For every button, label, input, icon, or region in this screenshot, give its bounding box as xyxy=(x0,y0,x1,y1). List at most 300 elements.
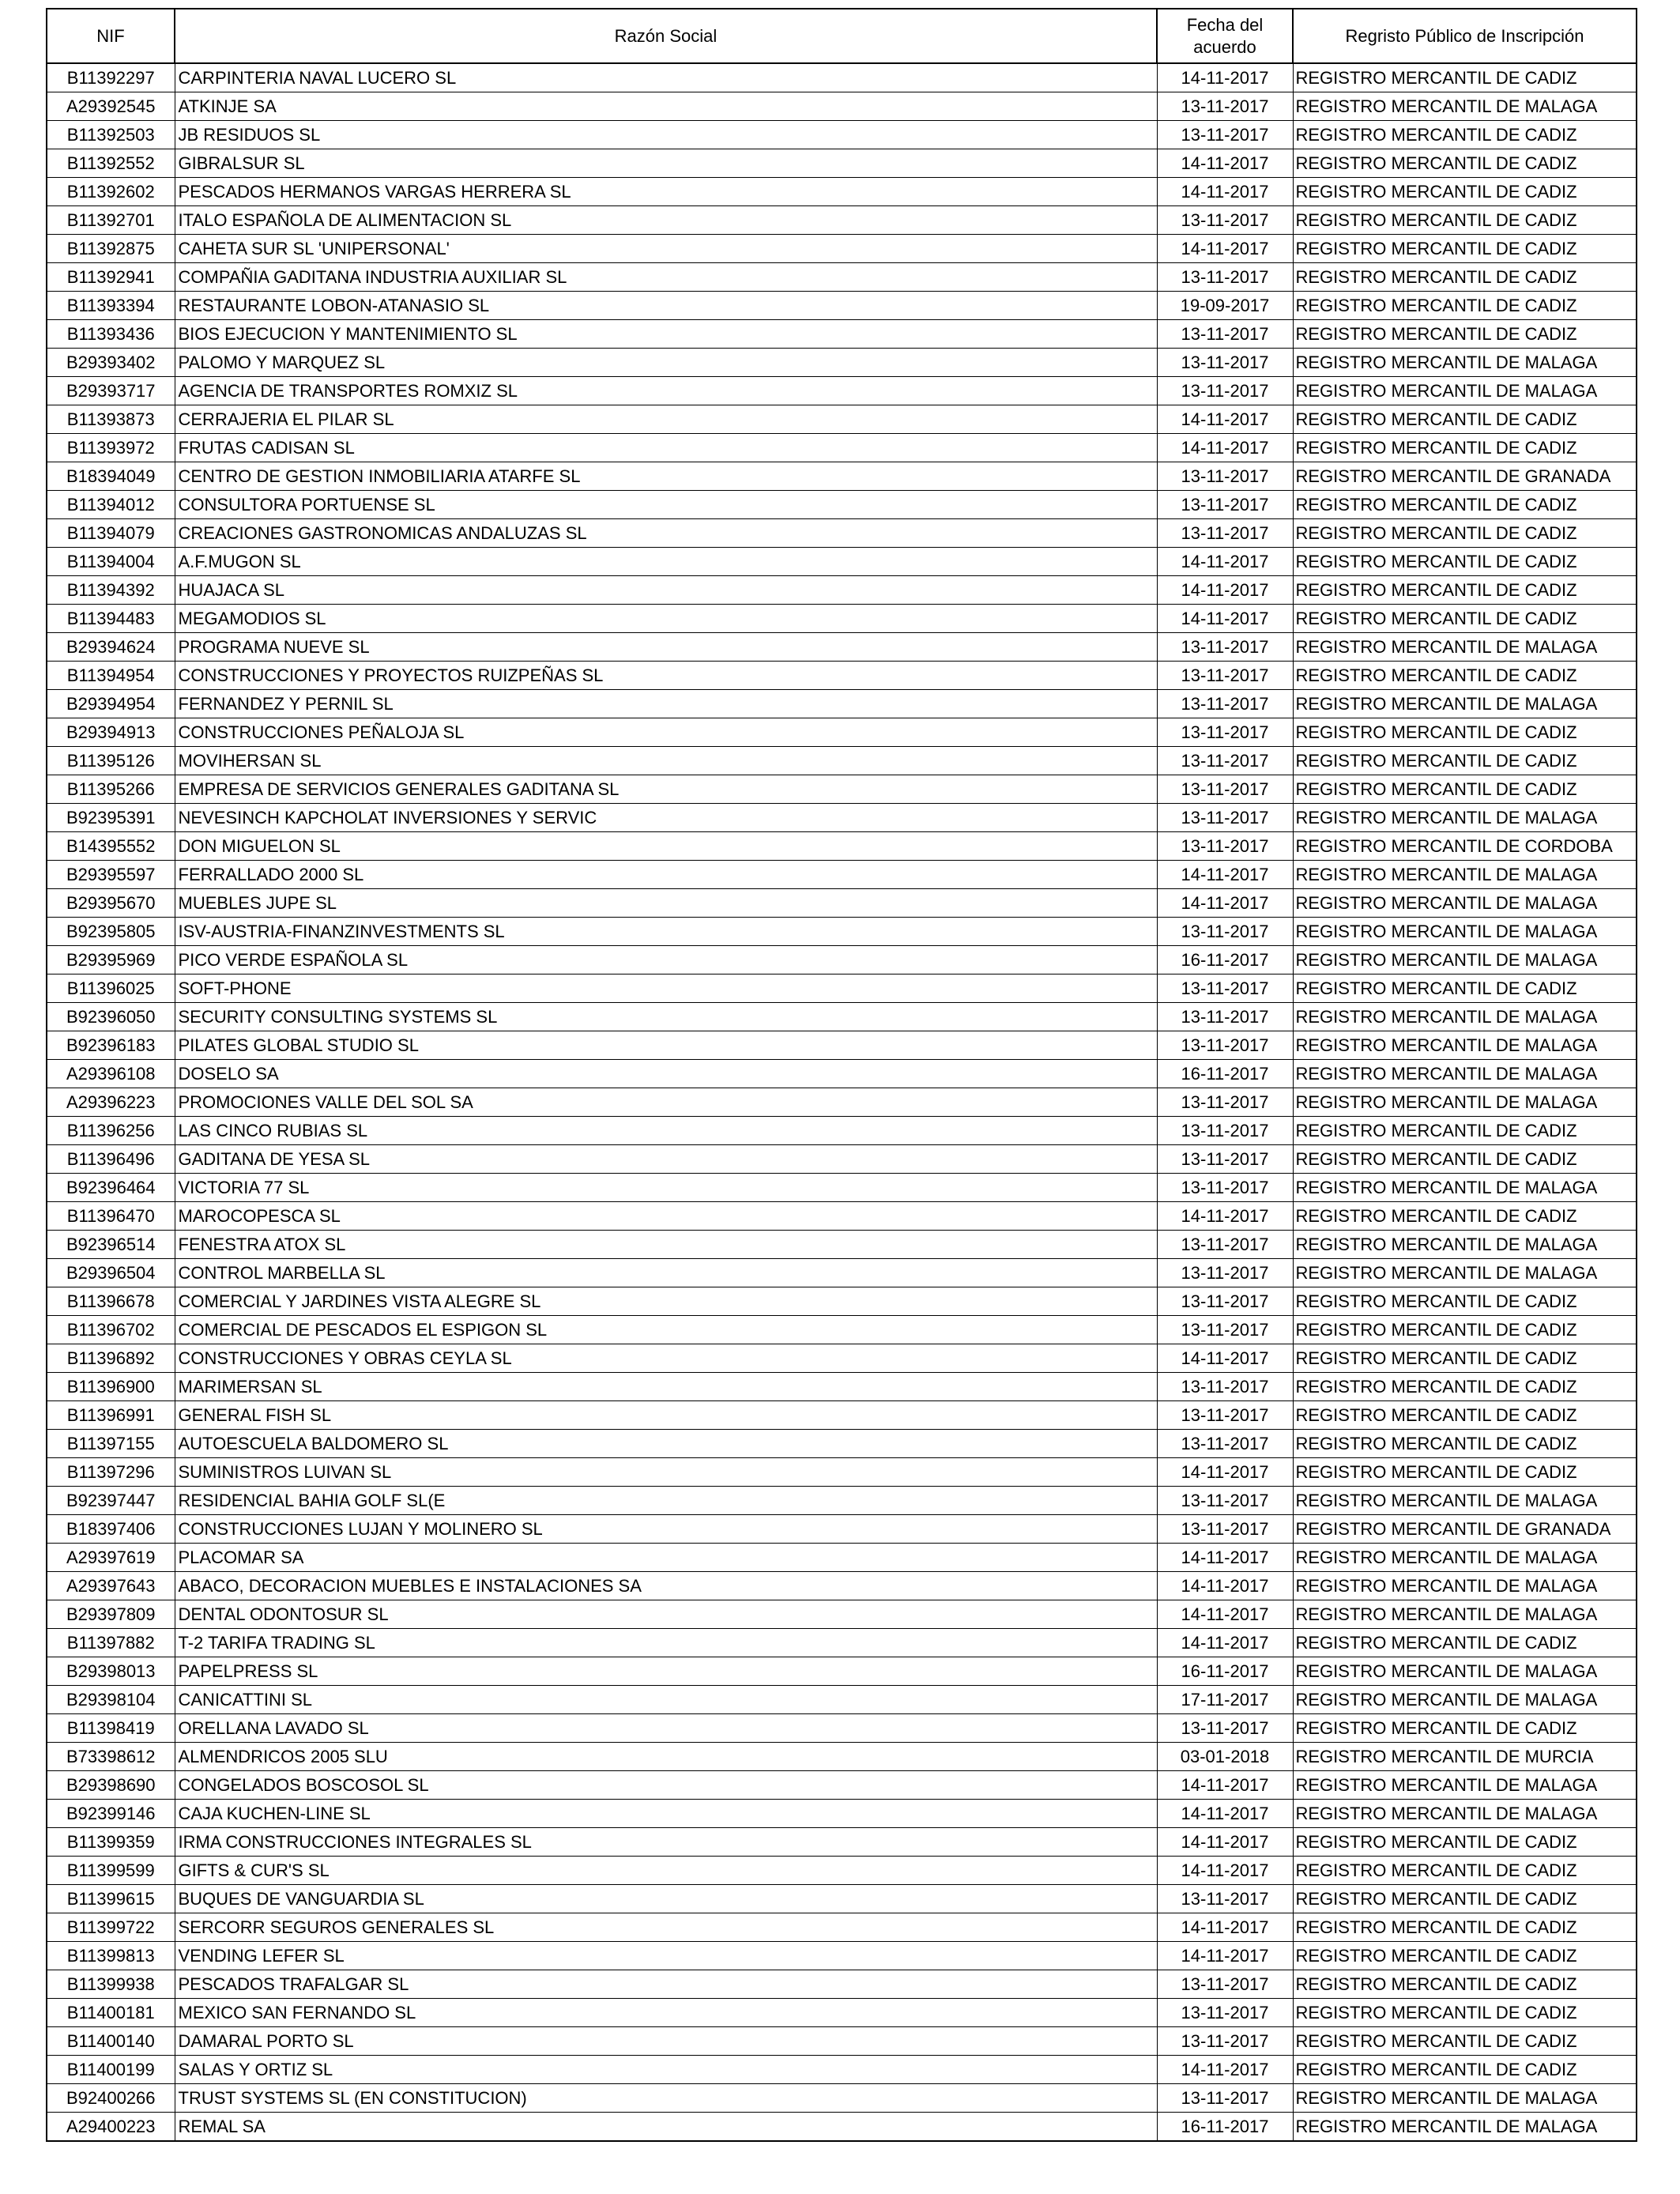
cell-fecha: 13-11-2017 xyxy=(1157,1373,1293,1401)
cell-razon-social: DENTAL ODONTOSUR SL xyxy=(175,1600,1157,1629)
cell-registro: REGISTRO MERCANTIL DE CADIZ xyxy=(1293,1373,1637,1401)
table-row xyxy=(47,206,1637,235)
cell-fecha: 14-11-2017 xyxy=(1157,1857,1293,1885)
table-row xyxy=(47,377,1637,405)
cell-fecha: 13-11-2017 xyxy=(1157,2084,1293,2113)
cell-registro: REGISTRO MERCANTIL DE CADIZ xyxy=(1293,121,1637,149)
cell-razon-social: SOFT-PHONE xyxy=(175,974,1157,1003)
cell-fecha: 16-11-2017 xyxy=(1157,1657,1293,1686)
cell-nif: B29395670 xyxy=(47,889,175,918)
cell-nif: B11396470 xyxy=(47,1202,175,1231)
cell-registro: REGISTRO MERCANTIL DE CADIZ xyxy=(1293,2056,1637,2084)
cell-fecha: 14-11-2017 xyxy=(1157,1572,1293,1600)
table-row xyxy=(47,178,1637,206)
cell-registro: REGISTRO MERCANTIL DE CADIZ xyxy=(1293,405,1637,434)
cell-nif: B11395266 xyxy=(47,775,175,804)
cell-razon-social: PROMOCIONES VALLE DEL SOL SA xyxy=(175,1088,1157,1117)
cell-registro: REGISTRO MERCANTIL DE CADIZ xyxy=(1293,1344,1637,1373)
cell-fecha: 13-11-2017 xyxy=(1157,1117,1293,1145)
table-row xyxy=(47,1743,1637,1771)
cell-fecha: 13-11-2017 xyxy=(1157,2027,1293,2056)
table-row xyxy=(47,1515,1637,1544)
cell-razon-social: PAPELPRESS SL xyxy=(175,1657,1157,1686)
cell-registro: REGISTRO MERCANTIL DE MURCIA xyxy=(1293,1743,1637,1771)
cell-fecha: 13-11-2017 xyxy=(1157,1287,1293,1316)
cell-razon-social: MEGAMODIOS SL xyxy=(175,605,1157,633)
cell-fecha: 13-11-2017 xyxy=(1157,1088,1293,1117)
cell-razon-social: CANICATTINI SL xyxy=(175,1686,1157,1714)
table-row xyxy=(47,889,1637,918)
table-row xyxy=(47,63,1637,92)
cell-razon-social: PILATES GLOBAL STUDIO SL xyxy=(175,1031,1157,1060)
cell-nif: B11392552 xyxy=(47,149,175,178)
table-row xyxy=(47,804,1637,832)
cell-razon-social: ISV-AUSTRIA-FINANZINVESTMENTS SL xyxy=(175,918,1157,946)
table-row xyxy=(47,2056,1637,2084)
cell-registro: REGISTRO MERCANTIL DE CADIZ xyxy=(1293,718,1637,747)
cell-razon-social: BIOS EJECUCION Y MANTENIMIENTO SL xyxy=(175,320,1157,349)
cell-razon-social: PLACOMAR SA xyxy=(175,1544,1157,1572)
cell-fecha: 13-11-2017 xyxy=(1157,462,1293,491)
cell-registro: REGISTRO MERCANTIL DE CADIZ xyxy=(1293,320,1637,349)
table-row xyxy=(47,974,1637,1003)
cell-razon-social: FERNANDEZ Y PERNIL SL xyxy=(175,690,1157,718)
cell-razon-social: CONSTRUCCIONES LUJAN Y MOLINERO SL xyxy=(175,1515,1157,1544)
table-row xyxy=(47,1487,1637,1515)
table-body xyxy=(47,63,1637,2141)
cell-nif: B29393717 xyxy=(47,377,175,405)
cell-fecha: 14-11-2017 xyxy=(1157,1344,1293,1373)
cell-fecha: 13-11-2017 xyxy=(1157,320,1293,349)
cell-fecha: 13-11-2017 xyxy=(1157,1885,1293,1913)
header-nif: NIF xyxy=(47,9,175,63)
cell-nif: B29394954 xyxy=(47,690,175,718)
cell-razon-social: AGENCIA DE TRANSPORTES ROMXIZ SL xyxy=(175,377,1157,405)
cell-registro: REGISTRO MERCANTIL DE CADIZ xyxy=(1293,292,1637,320)
cell-razon-social: NEVESINCH KAPCHOLAT INVERSIONES Y SERVIC xyxy=(175,804,1157,832)
cell-razon-social: PESCADOS HERMANOS VARGAS HERRERA SL xyxy=(175,178,1157,206)
cell-nif: B11396025 xyxy=(47,974,175,1003)
cell-registro: REGISTRO MERCANTIL DE CADIZ xyxy=(1293,775,1637,804)
cell-razon-social: CONSTRUCCIONES Y OBRAS CEYLA SL xyxy=(175,1344,1157,1373)
cell-razon-social: GIBRALSUR SL xyxy=(175,149,1157,178)
cell-registro: REGISTRO MERCANTIL DE CADIZ xyxy=(1293,1970,1637,1999)
registry-document xyxy=(46,8,1636,2142)
header-fecha-acuerdo xyxy=(1157,9,1293,63)
cell-nif: B29395969 xyxy=(47,946,175,974)
cell-registro: REGISTRO MERCANTIL DE CADIZ xyxy=(1293,434,1637,462)
cell-registro: REGISTRO MERCANTIL DE GRANADA xyxy=(1293,1515,1637,1544)
cell-razon-social: FRUTAS CADISAN SL xyxy=(175,434,1157,462)
cell-registro: REGISTRO MERCANTIL DE CADIZ xyxy=(1293,1942,1637,1970)
cell-nif: B11392701 xyxy=(47,206,175,235)
cell-registro: REGISTRO MERCANTIL DE MALAGA xyxy=(1293,1174,1637,1202)
cell-razon-social: SECURITY CONSULTING SYSTEMS SL xyxy=(175,1003,1157,1031)
cell-fecha: 13-11-2017 xyxy=(1157,1714,1293,1743)
cell-nif: B92399146 xyxy=(47,1800,175,1828)
cell-fecha: 14-11-2017 xyxy=(1157,861,1293,889)
cell-registro: REGISTRO MERCANTIL DE MALAGA xyxy=(1293,377,1637,405)
cell-fecha: 13-11-2017 xyxy=(1157,1430,1293,1458)
table-row xyxy=(47,1344,1637,1373)
cell-razon-social: CERRAJERIA EL PILAR SL xyxy=(175,405,1157,434)
cell-fecha: 13-11-2017 xyxy=(1157,1174,1293,1202)
table-row xyxy=(47,1373,1637,1401)
cell-nif: B11392297 xyxy=(47,63,175,92)
table-row xyxy=(47,662,1637,690)
cell-razon-social: RESIDENCIAL BAHIA GOLF SL(E xyxy=(175,1487,1157,1515)
cell-fecha: 13-11-2017 xyxy=(1157,1401,1293,1430)
cell-fecha: 13-11-2017 xyxy=(1157,775,1293,804)
cell-razon-social: A.F.MUGON SL xyxy=(175,548,1157,576)
cell-fecha: 13-11-2017 xyxy=(1157,491,1293,519)
cell-nif: B11393972 xyxy=(47,434,175,462)
cell-razon-social: CONTROL MARBELLA SL xyxy=(175,1259,1157,1287)
cell-nif: B11393873 xyxy=(47,405,175,434)
cell-razon-social: VENDING LEFER SL xyxy=(175,1942,1157,1970)
cell-fecha: 17-11-2017 xyxy=(1157,1686,1293,1714)
table-row xyxy=(47,1942,1637,1970)
cell-nif: B29398690 xyxy=(47,1771,175,1800)
cell-registro: REGISTRO MERCANTIL DE MALAGA xyxy=(1293,889,1637,918)
table-row xyxy=(47,1430,1637,1458)
cell-registro: REGISTRO MERCANTIL DE MALAGA xyxy=(1293,861,1637,889)
cell-fecha: 14-11-2017 xyxy=(1157,434,1293,462)
header-fecha-line1: Fecha del xyxy=(1186,14,1264,35)
cell-registro: REGISTRO MERCANTIL DE CADIZ xyxy=(1293,662,1637,690)
cell-razon-social: FENESTRA ATOX SL xyxy=(175,1231,1157,1259)
cell-razon-social: MUEBLES JUPE SL xyxy=(175,889,1157,918)
table-row xyxy=(47,1629,1637,1657)
cell-razon-social: LAS CINCO RUBIAS SL xyxy=(175,1117,1157,1145)
cell-nif: B29396504 xyxy=(47,1259,175,1287)
table-row xyxy=(47,434,1637,462)
cell-fecha: 13-11-2017 xyxy=(1157,377,1293,405)
cell-razon-social: MEXICO SAN FERNANDO SL xyxy=(175,1999,1157,2027)
cell-fecha: 13-11-2017 xyxy=(1157,206,1293,235)
cell-registro: REGISTRO MERCANTIL DE CADIZ xyxy=(1293,1913,1637,1942)
cell-razon-social: EMPRESA DE SERVICIOS GENERALES GADITANA SL xyxy=(175,775,1157,804)
cell-fecha: 13-11-2017 xyxy=(1157,718,1293,747)
cell-fecha: 14-11-2017 xyxy=(1157,63,1293,92)
cell-razon-social: DON MIGUELON SL xyxy=(175,832,1157,861)
cell-registro: REGISTRO MERCANTIL DE MALAGA xyxy=(1293,1544,1637,1572)
cell-fecha: 13-11-2017 xyxy=(1157,1487,1293,1515)
cell-razon-social: CONSTRUCCIONES Y PROYECTOS RUIZPEÑAS SL xyxy=(175,662,1157,690)
cell-nif: B11393436 xyxy=(47,320,175,349)
cell-nif: B92397447 xyxy=(47,1487,175,1515)
cell-nif: B11394012 xyxy=(47,491,175,519)
cell-fecha: 14-11-2017 xyxy=(1157,576,1293,605)
cell-registro: REGISTRO MERCANTIL DE CADIZ xyxy=(1293,1316,1637,1344)
cell-fecha: 13-11-2017 xyxy=(1157,974,1293,1003)
cell-nif: B92396514 xyxy=(47,1231,175,1259)
cell-razon-social: TRUST SYSTEMS SL (EN CONSTITUCION) xyxy=(175,2084,1157,2113)
cell-registro: REGISTRO MERCANTIL DE CADIZ xyxy=(1293,974,1637,1003)
cell-razon-social: SALAS Y ORTIZ SL xyxy=(175,2056,1157,2084)
cell-registro: REGISTRO MERCANTIL DE MALAGA xyxy=(1293,1231,1637,1259)
cell-registro: REGISTRO MERCANTIL DE CADIZ xyxy=(1293,263,1637,292)
table-row xyxy=(47,1999,1637,2027)
cell-fecha: 14-11-2017 xyxy=(1157,178,1293,206)
cell-razon-social: PICO VERDE ESPAÑOLA SL xyxy=(175,946,1157,974)
cell-razon-social: JB RESIDUOS SL xyxy=(175,121,1157,149)
cell-fecha: 14-11-2017 xyxy=(1157,1458,1293,1487)
cell-fecha: 14-11-2017 xyxy=(1157,1913,1293,1942)
cell-nif: B11399722 xyxy=(47,1913,175,1942)
table-row xyxy=(47,718,1637,747)
cell-razon-social: DOSELO SA xyxy=(175,1060,1157,1088)
cell-fecha: 13-11-2017 xyxy=(1157,1031,1293,1060)
cell-razon-social: CONSULTORA PORTUENSE SL xyxy=(175,491,1157,519)
cell-registro: REGISTRO MERCANTIL DE CADIZ xyxy=(1293,2027,1637,2056)
cell-razon-social: CENTRO DE GESTION INMOBILIARIA ATARFE SL xyxy=(175,462,1157,491)
cell-razon-social: FERRALLADO 2000 SL xyxy=(175,861,1157,889)
cell-registro: REGISTRO MERCANTIL DE CADIZ xyxy=(1293,1117,1637,1145)
cell-registro: REGISTRO MERCANTIL DE CADIZ xyxy=(1293,576,1637,605)
cell-registro: REGISTRO MERCANTIL DE CADIZ xyxy=(1293,63,1637,92)
header-registro: Regristo Público de Inscripción xyxy=(1293,9,1637,63)
table-row xyxy=(47,1800,1637,1828)
cell-nif: B11398419 xyxy=(47,1714,175,1743)
cell-nif: B92395391 xyxy=(47,804,175,832)
cell-fecha: 13-11-2017 xyxy=(1157,263,1293,292)
cell-registro: REGISTRO MERCANTIL DE MALAGA xyxy=(1293,1060,1637,1088)
cell-fecha: 13-11-2017 xyxy=(1157,832,1293,861)
header-row xyxy=(47,9,1637,63)
cell-registro: REGISTRO MERCANTIL DE MALAGA xyxy=(1293,1686,1637,1714)
table-row xyxy=(47,349,1637,377)
table-row xyxy=(47,605,1637,633)
cell-fecha: 16-11-2017 xyxy=(1157,2113,1293,2142)
cell-razon-social: PALOMO Y MARQUEZ SL xyxy=(175,349,1157,377)
cell-registro: REGISTRO MERCANTIL DE CADIZ xyxy=(1293,1145,1637,1174)
cell-razon-social: DAMARAL PORTO SL xyxy=(175,2027,1157,2056)
cell-registro: REGISTRO MERCANTIL DE CADIZ xyxy=(1293,519,1637,548)
table-row xyxy=(47,1287,1637,1316)
cell-nif: B92396050 xyxy=(47,1003,175,1031)
cell-nif: B11397155 xyxy=(47,1430,175,1458)
cell-razon-social: ATKINJE SA xyxy=(175,92,1157,121)
table-row xyxy=(47,1401,1637,1430)
table-row xyxy=(47,1316,1637,1344)
cell-razon-social: CONGELADOS BOSCOSOL SL xyxy=(175,1771,1157,1800)
table-row xyxy=(47,1686,1637,1714)
cell-nif: B11394079 xyxy=(47,519,175,548)
cell-razon-social: ALMENDRICOS 2005 SLU xyxy=(175,1743,1157,1771)
cell-registro: REGISTRO MERCANTIL DE MALAGA xyxy=(1293,690,1637,718)
cell-registro: REGISTRO MERCANTIL DE MALAGA xyxy=(1293,1771,1637,1800)
cell-razon-social: CONSTRUCCIONES PEÑALOJA SL xyxy=(175,718,1157,747)
table-row xyxy=(47,1060,1637,1088)
table-row xyxy=(47,832,1637,861)
cell-fecha: 14-11-2017 xyxy=(1157,1800,1293,1828)
cell-registro: REGISTRO MERCANTIL DE CADIZ xyxy=(1293,747,1637,775)
cell-fecha: 13-11-2017 xyxy=(1157,519,1293,548)
cell-registro: REGISTRO MERCANTIL DE CADIZ xyxy=(1293,1430,1637,1458)
table-header xyxy=(47,9,1637,63)
table-row xyxy=(47,1458,1637,1487)
cell-fecha: 13-11-2017 xyxy=(1157,662,1293,690)
cell-fecha: 14-11-2017 xyxy=(1157,889,1293,918)
cell-nif: B11396496 xyxy=(47,1145,175,1174)
table-row xyxy=(47,1771,1637,1800)
cell-registro: REGISTRO MERCANTIL DE CADIZ xyxy=(1293,548,1637,576)
table-row xyxy=(47,1913,1637,1942)
cell-registro: REGISTRO MERCANTIL DE CADIZ xyxy=(1293,491,1637,519)
cell-registro: REGISTRO MERCANTIL DE CORDOBA xyxy=(1293,832,1637,861)
cell-fecha: 13-11-2017 xyxy=(1157,349,1293,377)
cell-registro: REGISTRO MERCANTIL DE MALAGA xyxy=(1293,92,1637,121)
table-row xyxy=(47,292,1637,320)
cell-nif: B11392503 xyxy=(47,121,175,149)
cell-razon-social: ORELLANA LAVADO SL xyxy=(175,1714,1157,1743)
cell-registro: REGISTRO MERCANTIL DE CADIZ xyxy=(1293,149,1637,178)
cell-registro: REGISTRO MERCANTIL DE CADIZ xyxy=(1293,1885,1637,1913)
cell-nif: B29394913 xyxy=(47,718,175,747)
cell-registro: REGISTRO MERCANTIL DE CADIZ xyxy=(1293,1714,1637,1743)
cell-razon-social: GADITANA DE YESA SL xyxy=(175,1145,1157,1174)
cell-registro: REGISTRO MERCANTIL DE CADIZ xyxy=(1293,605,1637,633)
cell-razon-social: AUTOESCUELA BALDOMERO SL xyxy=(175,1430,1157,1458)
cell-registro: REGISTRO MERCANTIL DE CADIZ xyxy=(1293,206,1637,235)
cell-nif: B11396900 xyxy=(47,1373,175,1401)
cell-razon-social: RESTAURANTE LOBON-ATANASIO SL xyxy=(175,292,1157,320)
cell-nif: B11399599 xyxy=(47,1857,175,1885)
cell-fecha: 14-11-2017 xyxy=(1157,1828,1293,1857)
table-row xyxy=(47,1117,1637,1145)
table-row xyxy=(47,576,1637,605)
cell-razon-social: SERCORR SEGUROS GENERALES SL xyxy=(175,1913,1157,1942)
cell-fecha: 13-11-2017 xyxy=(1157,690,1293,718)
table-row xyxy=(47,861,1637,889)
cell-razon-social: CARPINTERIA NAVAL LUCERO SL xyxy=(175,63,1157,92)
table-row xyxy=(47,633,1637,662)
table-row xyxy=(47,1657,1637,1686)
cell-nif: A29400223 xyxy=(47,2113,175,2142)
cell-nif: B92395805 xyxy=(47,918,175,946)
cell-fecha: 13-11-2017 xyxy=(1157,1316,1293,1344)
table-row xyxy=(47,1572,1637,1600)
table-row xyxy=(47,519,1637,548)
cell-fecha: 14-11-2017 xyxy=(1157,1600,1293,1629)
cell-nif: A29392545 xyxy=(47,92,175,121)
table-row xyxy=(47,149,1637,178)
cell-razon-social: CAHETA SUR SL 'UNIPERSONAL' xyxy=(175,235,1157,263)
cell-fecha: 13-11-2017 xyxy=(1157,1970,1293,1999)
cell-registro: REGISTRO MERCANTIL DE MALAGA xyxy=(1293,2084,1637,2113)
cell-fecha: 13-11-2017 xyxy=(1157,92,1293,121)
cell-fecha: 13-11-2017 xyxy=(1157,633,1293,662)
cell-razon-social: SUMINISTROS LUIVAN SL xyxy=(175,1458,1157,1487)
cell-registro: REGISTRO MERCANTIL DE CADIZ xyxy=(1293,178,1637,206)
cell-nif: A29397619 xyxy=(47,1544,175,1572)
cell-registro: REGISTRO MERCANTIL DE CADIZ xyxy=(1293,1629,1637,1657)
cell-razon-social: CAJA KUCHEN-LINE SL xyxy=(175,1800,1157,1828)
cell-fecha: 14-11-2017 xyxy=(1157,1771,1293,1800)
cell-registro: REGISTRO MERCANTIL DE MALAGA xyxy=(1293,1487,1637,1515)
table-row xyxy=(47,690,1637,718)
cell-razon-social: ITALO ESPAÑOLA DE ALIMENTACION SL xyxy=(175,206,1157,235)
cell-fecha: 14-11-2017 xyxy=(1157,405,1293,434)
cell-nif: B11393394 xyxy=(47,292,175,320)
cell-nif: B11394954 xyxy=(47,662,175,690)
cell-fecha: 13-11-2017 xyxy=(1157,1145,1293,1174)
cell-nif: B11392875 xyxy=(47,235,175,263)
cell-nif: B11394483 xyxy=(47,605,175,633)
cell-nif: B11400199 xyxy=(47,2056,175,2084)
cell-razon-social: HUAJACA SL xyxy=(175,576,1157,605)
table-row xyxy=(47,1259,1637,1287)
cell-razon-social: MARIMERSAN SL xyxy=(175,1373,1157,1401)
cell-razon-social: CREACIONES GASTRONOMICAS ANDALUZAS SL xyxy=(175,519,1157,548)
cell-nif: B11399359 xyxy=(47,1828,175,1857)
cell-fecha: 19-09-2017 xyxy=(1157,292,1293,320)
cell-fecha: 03-01-2018 xyxy=(1157,1743,1293,1771)
cell-fecha: 13-11-2017 xyxy=(1157,1515,1293,1544)
cell-razon-social: IRMA CONSTRUCCIONES INTEGRALES SL xyxy=(175,1828,1157,1857)
cell-fecha: 14-11-2017 xyxy=(1157,548,1293,576)
cell-nif: B11394392 xyxy=(47,576,175,605)
cell-nif: B11399938 xyxy=(47,1970,175,1999)
cell-nif: B92396464 xyxy=(47,1174,175,1202)
cell-nif: B11400140 xyxy=(47,2027,175,2056)
table-row xyxy=(47,1600,1637,1629)
cell-registro: REGISTRO MERCANTIL DE CADIZ xyxy=(1293,1458,1637,1487)
cell-nif: A29396108 xyxy=(47,1060,175,1088)
cell-nif: B11392941 xyxy=(47,263,175,292)
cell-razon-social: PROGRAMA NUEVE SL xyxy=(175,633,1157,662)
table-row xyxy=(47,235,1637,263)
table-row xyxy=(47,405,1637,434)
table-row xyxy=(47,491,1637,519)
cell-registro: REGISTRO MERCANTIL DE MALAGA xyxy=(1293,1600,1637,1629)
cell-fecha: 14-11-2017 xyxy=(1157,1202,1293,1231)
cell-registro: REGISTRO MERCANTIL DE MALAGA xyxy=(1293,1259,1637,1287)
cell-nif: A29397643 xyxy=(47,1572,175,1600)
table-row xyxy=(47,918,1637,946)
table-row xyxy=(47,1544,1637,1572)
cell-razon-social: GENERAL FISH SL xyxy=(175,1401,1157,1430)
cell-fecha: 13-11-2017 xyxy=(1157,804,1293,832)
cell-razon-social: VICTORIA 77 SL xyxy=(175,1174,1157,1202)
cell-nif: B11400181 xyxy=(47,1999,175,2027)
cell-nif: B29398104 xyxy=(47,1686,175,1714)
table-row xyxy=(47,2084,1637,2113)
cell-fecha: 14-11-2017 xyxy=(1157,1629,1293,1657)
cell-nif: B11399615 xyxy=(47,1885,175,1913)
cell-registro: REGISTRO MERCANTIL DE MALAGA xyxy=(1293,349,1637,377)
cell-registro: REGISTRO MERCANTIL DE CADIZ xyxy=(1293,1999,1637,2027)
table-row xyxy=(47,2027,1637,2056)
cell-registro: REGISTRO MERCANTIL DE MALAGA xyxy=(1293,1003,1637,1031)
cell-registro: REGISTRO MERCANTIL DE CADIZ xyxy=(1293,1287,1637,1316)
table-row xyxy=(47,775,1637,804)
cell-nif: B14395552 xyxy=(47,832,175,861)
cell-razon-social: MAROCOPESCA SL xyxy=(175,1202,1157,1231)
cell-fecha: 14-11-2017 xyxy=(1157,605,1293,633)
cell-registro: REGISTRO MERCANTIL DE GRANADA xyxy=(1293,462,1637,491)
cell-nif: B29393402 xyxy=(47,349,175,377)
cell-nif: B29397809 xyxy=(47,1600,175,1629)
cell-fecha: 14-11-2017 xyxy=(1157,149,1293,178)
cell-fecha: 13-11-2017 xyxy=(1157,1259,1293,1287)
cell-razon-social: MOVIHERSAN SL xyxy=(175,747,1157,775)
cell-fecha: 16-11-2017 xyxy=(1157,1060,1293,1088)
cell-razon-social: BUQUES DE VANGUARDIA SL xyxy=(175,1885,1157,1913)
table-row xyxy=(47,1231,1637,1259)
cell-fecha: 13-11-2017 xyxy=(1157,747,1293,775)
